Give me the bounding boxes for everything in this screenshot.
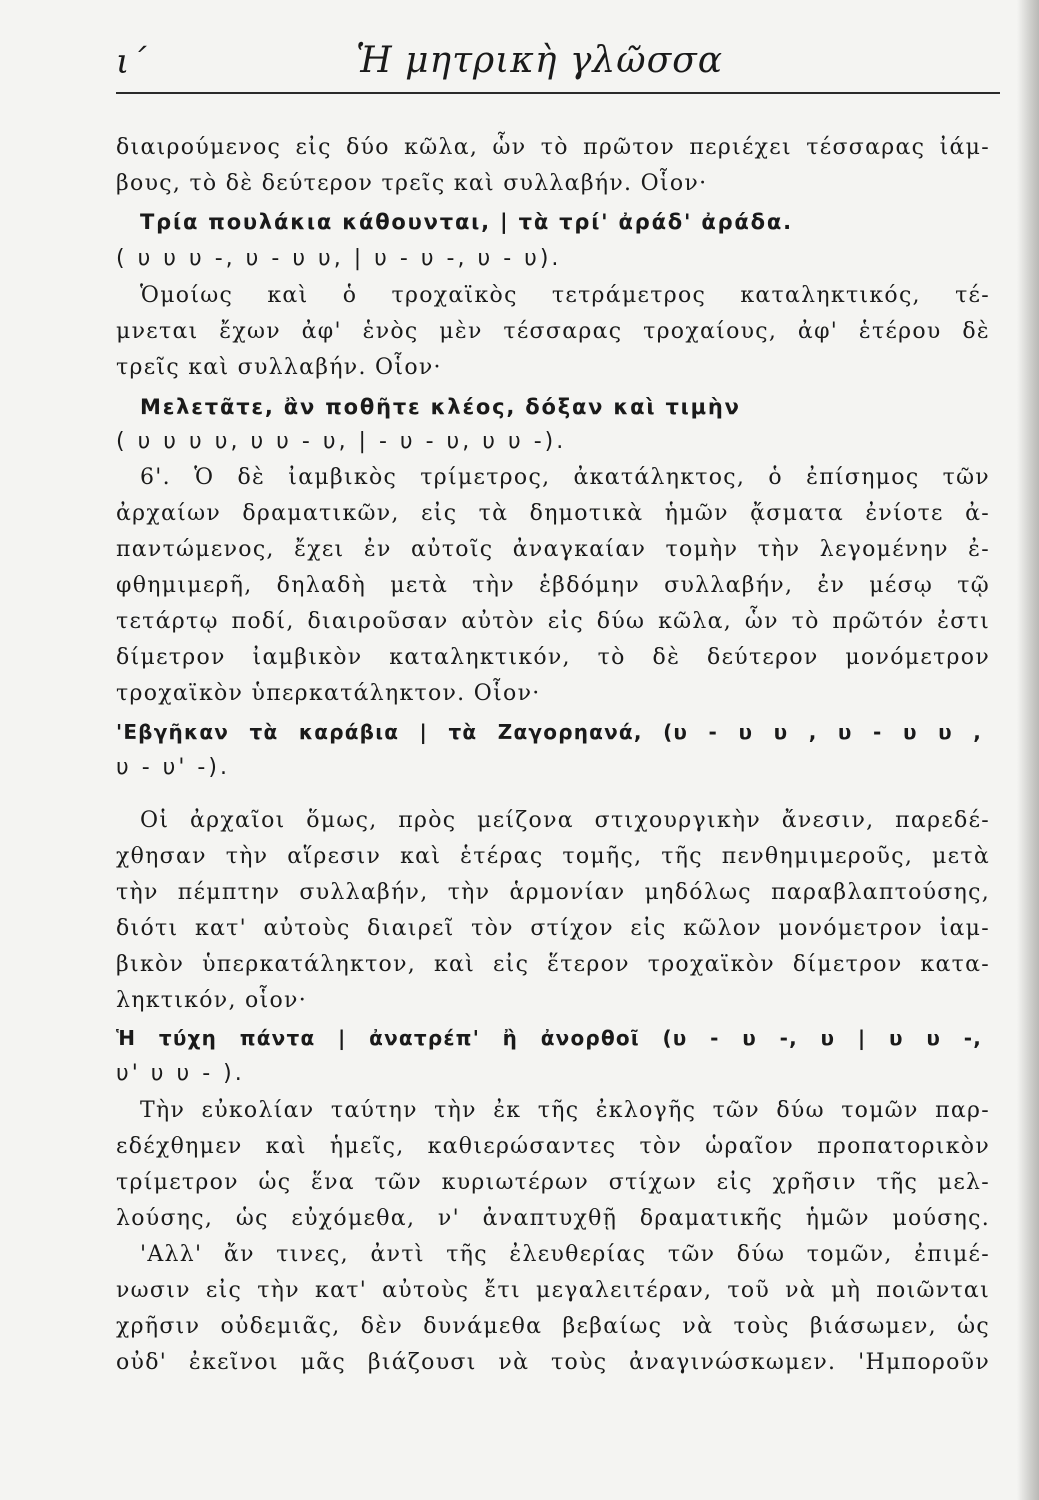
text-line: παντώμενος, ἔχει ἐν αὐτοῖς ἀναγκαίαν τομὴν τὴν λεγομένην ἐ- (116, 537, 990, 562)
text-line: τρεῖς καὶ συλλαβήν. Οἷον· (116, 355, 442, 380)
text-line: βους, τὸ δὲ δεύτερον τρεῖς καὶ συλλαβήν. Οἷον· (116, 171, 708, 196)
example-verse: Ἡ τύχη πάντα | ἀνατρέπ' ἢ ἀνορθοῖ (υ - υ -, υ | υ υ -, (116, 1026, 982, 1050)
text-line: λούσης, ὡς εὐχόμεθα, ν' ἀναπτυχθῇ δραματικῆς ἡμῶν μούσης. (116, 1206, 990, 1231)
text-line: 'Αλλ' ἄν τινες, ἀντὶ τῆς ἐλευθερίας τῶν δύω τομῶν, ἐπιμέ- (140, 1242, 990, 1267)
text-line: εδέχθημεν καὶ ἡμεῖς, καθιερώσαντες τὸν ὡραῖον προπατορικὸν (116, 1134, 990, 1159)
meter-scheme: υ - υ' -). (116, 755, 230, 780)
text-line: οὐδ' ἐκεῖνοι μᾶς βιάζουσι νὰ τοὺς ἀναγινώσκωμεν. 'Ημποροῦν (116, 1350, 990, 1375)
text-line: τὴν πέμπτην συλλαβήν, τὴν ἁρμονίαν μηδόλως παραβλαπτούσης, (116, 880, 990, 905)
text-line: μνεται ἔχων ἀφ' ἑνὸς μὲν τέσσαρας τροχαίους, ἀφ' ἑτέρου δὲ (116, 319, 990, 344)
text-line: ἀρχαίων δραματικῶν, εἰς τὰ δημοτικὰ ἡμῶν ᾄσματα ἐνίοτε ἀ- (116, 501, 990, 526)
section-b-line: 6'. Ὁ δὲ ἰαμβικὸς τρίμετρος, ἀκατάληκτος, ὁ ἐπίσημος τῶν (140, 465, 990, 490)
meter-scheme: ( υ υ υ -, υ - υ υ, | υ - υ -, υ - υ). (116, 246, 562, 271)
text-line: χρῆσιν οὐδεμιᾶς, δὲν δυνάμεθα βεβαίως νὰ τοὺς βιάσωμεν, ὡς (116, 1314, 990, 1339)
running-head-title: Ἡ μητρικὴ γλῶσσα (355, 40, 724, 81)
text-line: νωσιν εἰς τὴν κατ' αὐτοὺς ἔτι μεγαλειτέραν, τοῦ νὰ μὴ ποιῶνται (116, 1278, 990, 1303)
text-line: ληκτικόν, οἷον· (116, 988, 308, 1013)
example-verse: Μελετᾶτε, ἂν ποθῆτε κλέος, δόξαν καὶ τιμὴν (140, 395, 741, 419)
text-line: διαιρούμενος εἰς δύο κῶλα, ὧν τὸ πρῶτον περιέχει τέσσαρας ἰάμ- (116, 135, 990, 160)
text-line: τρίμετρον ὡς ἕνα τῶν κυριωτέρων στίχων εἰς χρῆσιν τῆς μελ- (116, 1170, 990, 1195)
page-number: ι΄ (116, 42, 147, 82)
text-line: τετάρτῳ ποδί, διαιροῦσαν αὐτὸν εἰς δύω κῶλα, ὧν τὸ πρῶτόν ἐστι (116, 609, 990, 634)
text-line: βικὸν ὑπερκατάληκτον, καὶ εἰς ἕτερον τροχαϊκὸν δίμετρον κατα- (116, 952, 990, 977)
text-line: τροχαϊκὸν ὑπερκατάληκτον. Οἷον· (116, 681, 541, 706)
example-verse: 'Εβγῆκαν τὰ καράβια | τὰ Ζαγορηανά, (υ - υ υ , υ - υ υ , (116, 720, 982, 744)
text-line: χθησαν τὴν αἵρεσιν καὶ ἑτέρας τομῆς, τῆς πενθημιμεροῦς, μετὰ (116, 844, 990, 869)
page-edge-shadow (1017, 0, 1039, 1500)
text-line: διότι κατ' αὐτοὺς διαιρεῖ τὸν στίχον εἰς κῶλον μονόμετρον ἰαμ- (116, 916, 990, 941)
text-line: Ὁμοίως καὶ ὁ τροχαϊκὸς τετράμετρος καταληκτικός, τέ- (140, 283, 990, 308)
text-line: δίμετρον ἰαμβικὸν καταληκτικόν, τὸ δὲ δεύτερον μονόμετρον (116, 645, 990, 670)
header-rule (116, 92, 1000, 94)
text-line: Τὴν εὐκολίαν ταύτην τὴν ἐκ τῆς ἐκλογῆς τῶν δύω τομῶν παρ- (140, 1098, 990, 1123)
example-verse: Τρία πουλάκια κάθουνται, | τὰ τρί' ἀράδ' ἀράδα. (140, 210, 793, 234)
text-line: Οἱ ἀρχαῖοι ὅμως, πρὸς μείζονα στιχουργικὴν ἄνεσιν, παρεδέ- (140, 808, 990, 833)
meter-scheme: υ' υ υ - ). (116, 1061, 245, 1086)
meter-scheme: ( υ υ υ υ, υ υ - υ, | - υ - υ, υ υ -). (116, 429, 567, 454)
text-line: φθημιμερῆ, δηλαδὴ μετὰ τὴν ἑβδόμην συλλαβήν, ἐν μέσῳ τῷ (116, 573, 990, 598)
